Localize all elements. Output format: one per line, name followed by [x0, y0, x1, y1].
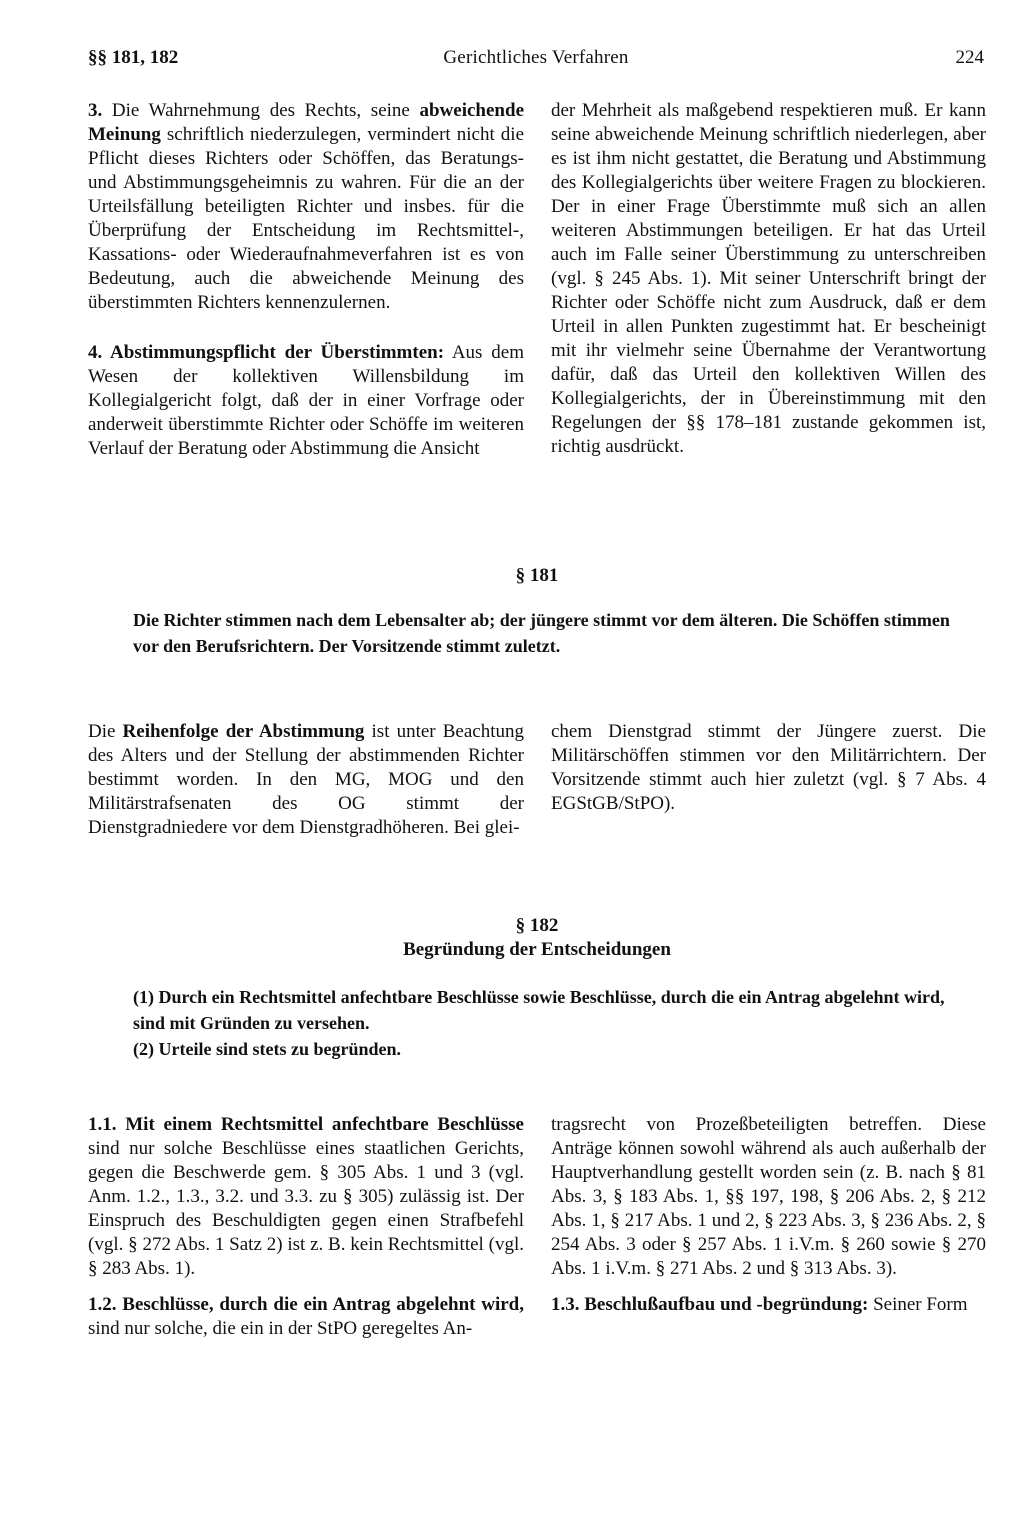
section-182-comment-right	[551, 1113, 986, 1317]
top-right-text: der Mehrheit als maßgebend respektieren muß. Er kann seine abweichende Meinung schriftlich niederlegen, aber es ist ihm nicht gestattet, die Beratung und Abstimmung des Kollegialgerichts über weitere Fragen zu blockieren. Der in einer Frage Überstimmte muß sich an allen weiteren Abstimmungen beteiligen. Er hat das Urteil auch im Falle seiner Überstimmung zu unterschreiben (vgl. § 245 Abs. 1). Mit seiner Unterschrift bringt der Richter oder Schöffe nicht zum Ausdruck, daß er dem Urteil in allen Punkten zugestimmt hat. Er bescheinigt mit ihr vielmehr seine Übernahme der Verantwortung dafür, daß das Urteil den kollektiven Willen des Kollegialgerichts, der in Übereinstimmung mit den Regelungen der §§ 178–181 zustande gekommen ist, richtig ausdrückt.	[551, 100, 986, 457]
section-181-law-text	[133, 607, 963, 659]
paragraph-3-keyword: abweichende Meinung	[88, 100, 524, 145]
section-182-law-paragraph-1: (1) Durch ein Rechtsmittel anfechtbare Beschlüsse sowie Beschlüsse, durch die ein Antrag abgelehnt wird, sind mit Gründen zu versehen.	[133, 987, 945, 1033]
paragraph-3-number: 3.	[88, 100, 103, 121]
section-181-heading: § 181	[515, 565, 559, 586]
comment-1-1-text: sind nur solche Beschlüsse eines staatlichen Gerichts, gegen die Beschwerde gem. § 305 Abs. 1 und 3 (vgl. Anm. 1.2., 1.3., 3.2. und 3.3. zu § 305) zulässig ist. Der Einspruch des Beschuldigten gegen einen Strafbefehl (vgl. § 272 Abs. 1 Satz 2) ist z. B. kein Rechtsmittel (vgl. § 283 Abs. 1).	[88, 1138, 524, 1279]
page-header	[88, 47, 984, 73]
section-182-heading: § 182	[515, 915, 559, 936]
paragraph-3-text-a: Die Wahrnehmung des Rechts, seine	[102, 100, 420, 121]
comment-text-b: ist unter Beachtung des Alters und der Stellung der abstimmenden Richter bestimmt worden. In den MG, MOG und den Militärstrafsenaten des OG stimmt der Dienstgradniedere vor dem Dienstgradhöheren. Bei glei-	[88, 721, 524, 838]
comment-1-3	[551, 1293, 986, 1317]
comment-1-3-text: Seiner Form	[868, 1294, 968, 1315]
comment-keyword: Reihenfolge der Abstimmung	[122, 721, 365, 742]
section-181-comment-right-text: chem Dienstgrad stimmt der Jüngere zuerst. Die Militärschöffen stimmen vor den Militärrichtern. Der Vorsitzende stimmt auch hier zuletzt (vgl. § 7 Abs. 4 EGStGB/StPO).	[551, 721, 986, 814]
top-right-column	[551, 99, 986, 459]
paragraph-4-heading: 4. Abstimmungspflicht der Überstimmten:	[88, 342, 445, 363]
paragraph-4	[88, 341, 524, 461]
paragraph-3-text-b: schriftlich niederzulegen, vermindert nicht die Pflicht dieses Richters oder Schöffen, das Beratungs- und Abstimmungsgeheimnis zu wahren. Für die an der Urteilsfällung beteiligten Richter und insbes. für die Überprüfung der Entscheidung im Rechtsmittel-, Kassations- oder Wiederaufnahmeverfahren ist es von Bedeutung, auch die abweichende Meinung des überstimmten Richters kennenzulernen.	[88, 124, 524, 313]
comment-1-1	[88, 1113, 524, 1281]
comment-1-1-heading: 1.1. Mit einem Rechtsmittel anfechtbare Beschlüsse	[88, 1114, 524, 1135]
comment-1-2	[88, 1293, 524, 1341]
section-182-comment-left	[88, 1113, 524, 1341]
header-section-ref: §§ 181, 182	[88, 47, 179, 68]
paragraph-3	[88, 99, 524, 315]
comment-text-a: Die	[88, 721, 123, 742]
section-181-comment-left	[88, 720, 524, 840]
section-182-law-paragraph-2: (2) Urteile sind stets zu begründen.	[133, 1039, 401, 1059]
section-181-comment-right	[551, 720, 986, 816]
section-181-law-paragraph: Die Richter stimmen nach dem Lebensalter ab; der jüngere stimmt vor dem älteren. Die Schöffen stimmen vor den Berufsrichtern. Der Vorsitzende stimmt zuletzt.	[133, 610, 950, 656]
comment-1-2-heading: 1.2. Beschlüsse, durch die ein Antrag abgelehnt wird,	[88, 1294, 524, 1315]
section-181-comment-paragraph	[88, 720, 524, 840]
header-page-number: 224	[955, 47, 984, 68]
top-left-column	[88, 99, 524, 461]
comment-1-3-heading: 1.3. Beschlußaufbau und -begründung:	[551, 1294, 869, 1315]
paragraph-4-text: Aus dem Wesen der kollektiven Willensbildung im Kollegialgericht folgt, daß der in einer Vorfrage oder anderweit überstimmte Richter oder Schöffe im weiteren Verlauf der Beratung oder Abstimmung die Ansicht	[88, 342, 524, 459]
header-running-title: Gerichtliches Verfahren	[443, 47, 629, 68]
comment-right-text: tragsrecht von Prozeßbeteiligten betreffen. Diese Anträge können sowohl während als auch außerhalb der Hauptverhandlung gestellt worden sein (z. B. nach § 81 Abs. 3, § 183 Abs. 1, §§ 197, 198, § 206 Abs. 2, § 212 Abs. 1, § 217 Abs. 1 und 2, § 223 Abs. 3, § 236 Abs. 2, § 254 Abs. 3 oder § 257 Abs. 1 i.V.m. § 260 sowie § 270 Abs. 1 i.V.m. § 271 Abs. 2 und § 313 Abs. 3).	[551, 1114, 986, 1279]
section-182-subheading: Begründung der Entscheidungen	[403, 939, 671, 960]
section-182-law-text	[133, 984, 963, 1062]
comment-1-2-text: sind nur solche, die ein in der StPO geregeltes An-	[88, 1318, 473, 1339]
